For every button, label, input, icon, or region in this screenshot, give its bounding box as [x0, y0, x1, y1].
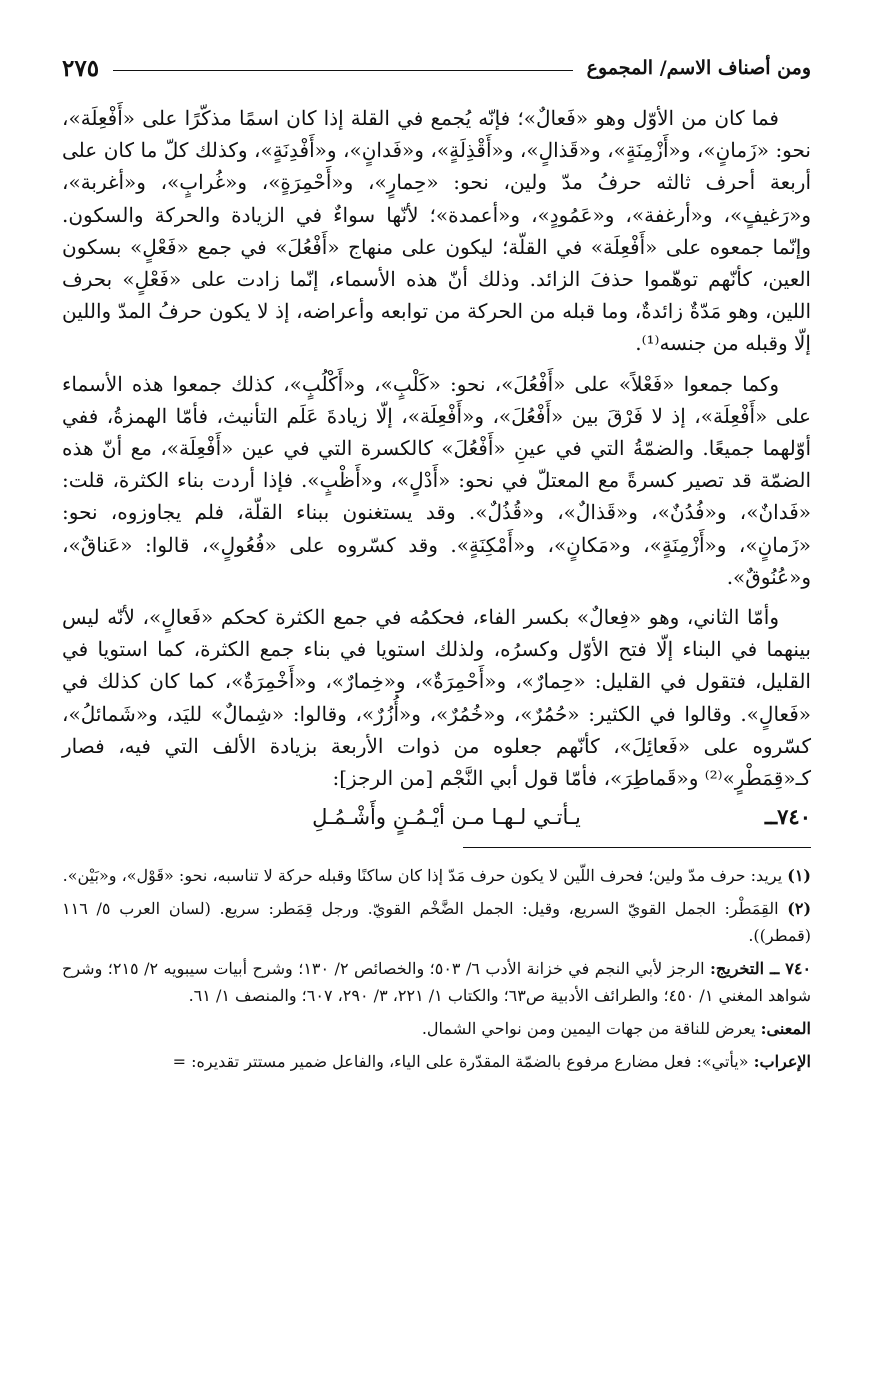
footnote-label: الإعراب:: [753, 1052, 811, 1072]
running-title: ومن أصناف الاسم/ المجموع: [586, 57, 811, 79]
paragraph: فما كان من الأوّل وهو «فَعالٌ»؛ فإنّه يُجمع في القلة إذا كان اسمًا مذكّرًا على «أَفْعِلَة»، نحو: «زَمانٍ»، و«أَزْمِنَةٍ»، و«قَذالٍ»، و«أَقْذِلَةٍ»، و«فَدانٍ»، و«أَفْدِنَةٍ»، وكذلك كلّ ما كان على أربعة أحرف ثالثه حرفُ مدّ ولين، نحو: «حِمارٍ»، و«أَحْمِرَةٍ»، و«غُرابٍ»، و«أغربة»، و«رَغيفٍ»، و«أرغفة»، و«عَمُودٍ»، و«أعمدة»؛ لأنّها سواءٌ في الزيادة والحركة والسكون. وإنّما جمعوه على «أَفْعِلَة» في القلّة؛ ليكون على منهاج «أَفْعُلَ» في جمع «فَعْلٍ» بسكون العين، كأنّهم توهّموا حذفَ الزائد. وذلك أنّ هذه الأسماء، إنّما زادت على «فَعْلٍ» بحرف اللين، وهو مَدّةٌ زائدةٌ، وما قبله من الحركة من توابعه وأعراضه، إذ لا يكون حرفُ المدّ واللين إلّا وقبله من جنسه⁽¹⁾.: [62, 106, 811, 356]
footnote-text: الرجز لأبي النجم في خزانة الأدب ٦/ ٥٠٣؛ والخصائص ٢/ ١٣٠؛ وشرح أبيات سيبويه ٢/ ٢١٥؛ وشرح شواهد المغني ١/ ٤٥٠؛ والطرائف الأدبية ص٦٣؛ والكتاب ١/ ٢٢١، ٣/ ٢٩٠، ٦٠٧؛ والمنصف ١/ ٦١.: [62, 959, 811, 1006]
main-text: [62, 102, 811, 794]
footnote-text: القِمَطْر: الجمل القويّ السريع، وقيل: الجمل الضَّخْم القويّ. ورجل قِمَطر: سريع. (لسان العرب ٥/ ١١٦ (قمطر)).: [62, 899, 811, 946]
verse-number: ٧٤٠ــ: [764, 804, 811, 830]
footnote: [62, 862, 811, 889]
page-number: ٢٧٥: [62, 54, 100, 82]
footnote-label: ٧٤٠ ــ التخريج:: [710, 959, 812, 979]
footnote-text: يريد: حرف مدّ ولين؛ فحرف اللّين لا يكون حرف مَدّ إذا كان ساكنًا وقبله حركة لا تناسبه، نحو: «قَوْل»، و«بَيْن».: [62, 866, 783, 886]
footnote: [62, 955, 811, 1009]
header-rule: [113, 70, 573, 71]
verse-text: يـأتـي لـهـا مـن أيْـمُـنٍ وأَشْـمُـلِ: [312, 804, 581, 829]
footnote-text: يعرض للناقة من جهات اليمين ومن نواحي الشمال.: [421, 1019, 756, 1039]
footnote: [62, 895, 811, 949]
footnote: [62, 1015, 811, 1042]
footnote-label: (٢): [787, 899, 812, 919]
footnote: [62, 1048, 811, 1075]
paragraph: وكما جمعوا «فَعْلاً» على «أَفْعُلَ»، نحو: «كَلْبٍ»، و«أَكْلُبٍ»، كذلك جمعوا هذه الأسماء على «أَفْعِلَة»، إذ لا فَرْقَ بين «أَفْعُلَ»، و«أَفْعِلَة»، إلّا زيادةَ عَلَم التأنيث، فأمّا الهمزةُ، ففي أوّلهما جميعًا. والضمّةُ التي في عينِ «أَفْعُلَ» كالكسرة التي في عين «أَفْعِلَة»، مع أنّ هذه الضمّة قد تصير كسرةً مع المعتلّ في نحو: «أَدْلٍ»، و«أَظْبٍ». فإذا أردت بناء الكثرة، قلت: «فَدانٌ»، و«فُدُنٌ»، و«قَذالٌ»، و«قُذُلٌ». وقد يستغنون ببناء القلّة، فلم يجاوزوه، نحو: «زَمانٍ»، و«أَزْمِنَةٍ»، و«مَكانٍ»، و«أَمْكِنَةٍ». وقد كسّروه على «فُعُولٍ»، قالوا: «عَناقٌ»، و«عُنُوقٌ».: [62, 371, 811, 589]
footnote-separator: [463, 847, 811, 848]
page-header: [62, 48, 811, 88]
footnote-label: المعنى:: [760, 1019, 811, 1039]
footnote-label: (١): [787, 866, 811, 886]
footnotes: [62, 862, 811, 1075]
footnote-text: «يأتي»: فعل مضارع مرفوع بالضمّة المقدّرة على الياء، والفاعل ضمير مستتر تقديره: =: [172, 1052, 749, 1072]
paragraph: وأمّا الثاني، وهو «فِعالٌ» بكسر الفاء، فحكمُه في جمع الكثرة كحكم «فَعالٍ»، لأنّه ليس بينهما في البناء إلّا فتح الأوّل وكسرُه، ولذلك استويا في بناء جمع الكثرة، كما استويا في القليل، فتقول في القليل: «حِمارٌ»، و«أَحْمِرَةٌ»، و«خِمارٌ»، و«أَخْمِرَةٌ»، كما كان كذلك في «فَعالٍ». وقالوا في الكثير: «حُمُرٌ»، و«خُمُرٌ»، و«أُزُرٌ»، وقالوا: «شِمالٌ» لليَد، و«شَمائلُ»، كسّروه على «فَعائِلَ»، كأنّهم جعلوه من ذوات الأربعة بزيادة الألف التي فيه، فصار كـ«قِمَطْرٍ»⁽²⁾ و«قَماطِرَ»، فأمّا قول أبي النَّجْم [من الرجز]:: [62, 605, 811, 791]
verse-line: [62, 804, 811, 829]
